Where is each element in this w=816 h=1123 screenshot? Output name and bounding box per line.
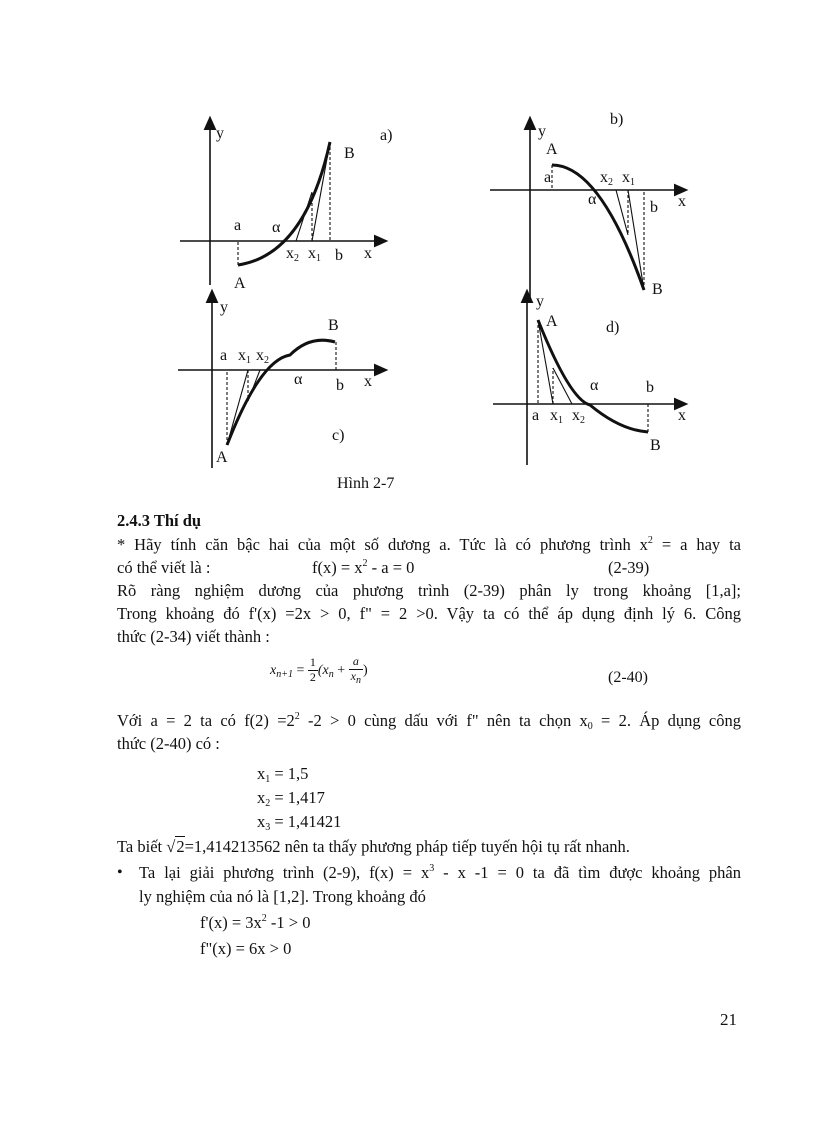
label-b-x1: $x_1$ [622,169,635,188]
label-b-b: b [650,199,658,216]
label-c-b: b [336,377,344,394]
label-d-B: B [650,437,661,454]
iteration-x3: $x_3 = 1,41421$ [257,812,342,833]
label-d-y: y [536,293,544,310]
paragraph-4: Ta biết √2=1,414213562 nên ta thấy phương pháp tiếp tuyến hội tụ rất nhanh. [117,836,630,858]
label-c-A: A [216,449,228,466]
figure-graphs [160,110,720,490]
label-b-alpha: α [588,191,597,208]
label-c-alpha: α [294,371,303,388]
figure-caption: Hình 2-7 [337,475,395,492]
tangent-d-1 [538,320,553,404]
paragraph-1-line-2: có thể viết là : $f(x) = x^2 - a = 0$ (2-39) [117,557,741,579]
equation-2-39: $f(x) = x^2 - a = 0$ [312,558,415,577]
derivative-1: $f'(x) = 3x^2$ -1 > 0 [200,913,311,932]
sqrt-2: √2 [166,837,185,856]
label-d-x: x [678,407,686,424]
tangent-b-1 [628,190,644,290]
label-c-tag: c) [332,427,345,444]
label-b-y: y [538,123,546,140]
label-c-a: a [220,347,228,364]
label-b-a: a [544,169,552,186]
bullet-1-line-1: Ta lại giải phương trình (2-9), $f(x) = x^3 - x$ -1 = 0 ta đã tìm được khoảng phân [139,863,741,882]
paragraph-1-line-1: * Hãy tính căn bậc hai của một số dương a. Tức là có phương trình $x^2 = a$ hay ta [117,535,741,554]
figure-2-7 [160,110,720,490]
bullet-1: • [117,864,123,881]
label-a-A: A [234,275,246,292]
label-c-x: x [364,373,372,390]
label-d-A: A [546,313,558,330]
iteration-x1: $x_1 = 1,5$ [257,764,309,785]
label-a-x: x [364,245,372,262]
derivative-2: f"(x) = 6x > 0 [200,939,292,958]
label-a-a: a [234,217,242,234]
label-c-x1: $x_1$ [238,347,251,366]
label-a-y: y [216,125,224,142]
bullet-1-line-2: ly nghiệm của nó là [1,2]. Trong khoảng đó [139,887,426,906]
paragraph-2-line-2: Trong khoảng đó f'(x) =2x > 0, f" = 2 >0. Vậy ta có thể áp dụng định lý 6. Công [117,604,741,623]
tangent-c-2 [248,370,260,401]
label-c-y: y [220,299,228,316]
label-a-x1: $x_1$ [308,245,321,264]
label-d-tag: d) [606,319,620,336]
label-a-x2: $x_2$ [286,245,299,264]
label-d-b: b [646,379,654,396]
label-a-alpha: α [272,219,281,236]
label-d-alpha: α [590,377,599,394]
label-b-A: A [546,141,558,158]
label-a-b: b [335,247,343,264]
label-b-tag: b) [610,111,624,128]
label-b-B: B [652,281,663,298]
label-d-x2: $x_2$ [572,407,585,426]
label-c-x2: $x_2$ [256,347,269,366]
formula-2-40: $x_{n+1}$ = $\frac{1}{2}$ ($x_n$ + $\frac{a}{x_n}$ ) [270,654,368,686]
equation-label-2-39: (2-39) [608,558,650,577]
label-c-B: B [328,317,339,334]
paragraph-3-line-2: thức (2-40) có : [117,734,220,753]
label-b-x2: $x_2$ [600,169,613,188]
tangent-a-2 [296,192,312,241]
section-heading: 2.4.3 Thí dụ [117,511,202,530]
paragraph-2-line-1: Rõ ràng nghiệm dương của phương trình (2-39) phân ly trong khoảng [1,a]; [117,581,741,600]
label-a-B: B [344,145,355,162]
paragraph-2-line-3: thức (2-34) viết thành : [117,627,270,646]
page-number: 21 [720,1010,737,1029]
label-b-x: x [678,193,686,210]
label-a-tag: a) [380,127,393,144]
equation-label-2-40: (2-40) [608,669,648,686]
iteration-x2: $x_2 = 1,417$ [257,788,325,809]
label-d-x1: $x_1$ [550,407,563,426]
label-d-a: a [532,407,540,424]
paragraph-3-line-1: Với a = 2 ta có $f(2) =2^2$ -2 > 0 cùng dấu với f" nên ta chọn $x_0 = 2$. Áp dụng công [117,711,742,732]
